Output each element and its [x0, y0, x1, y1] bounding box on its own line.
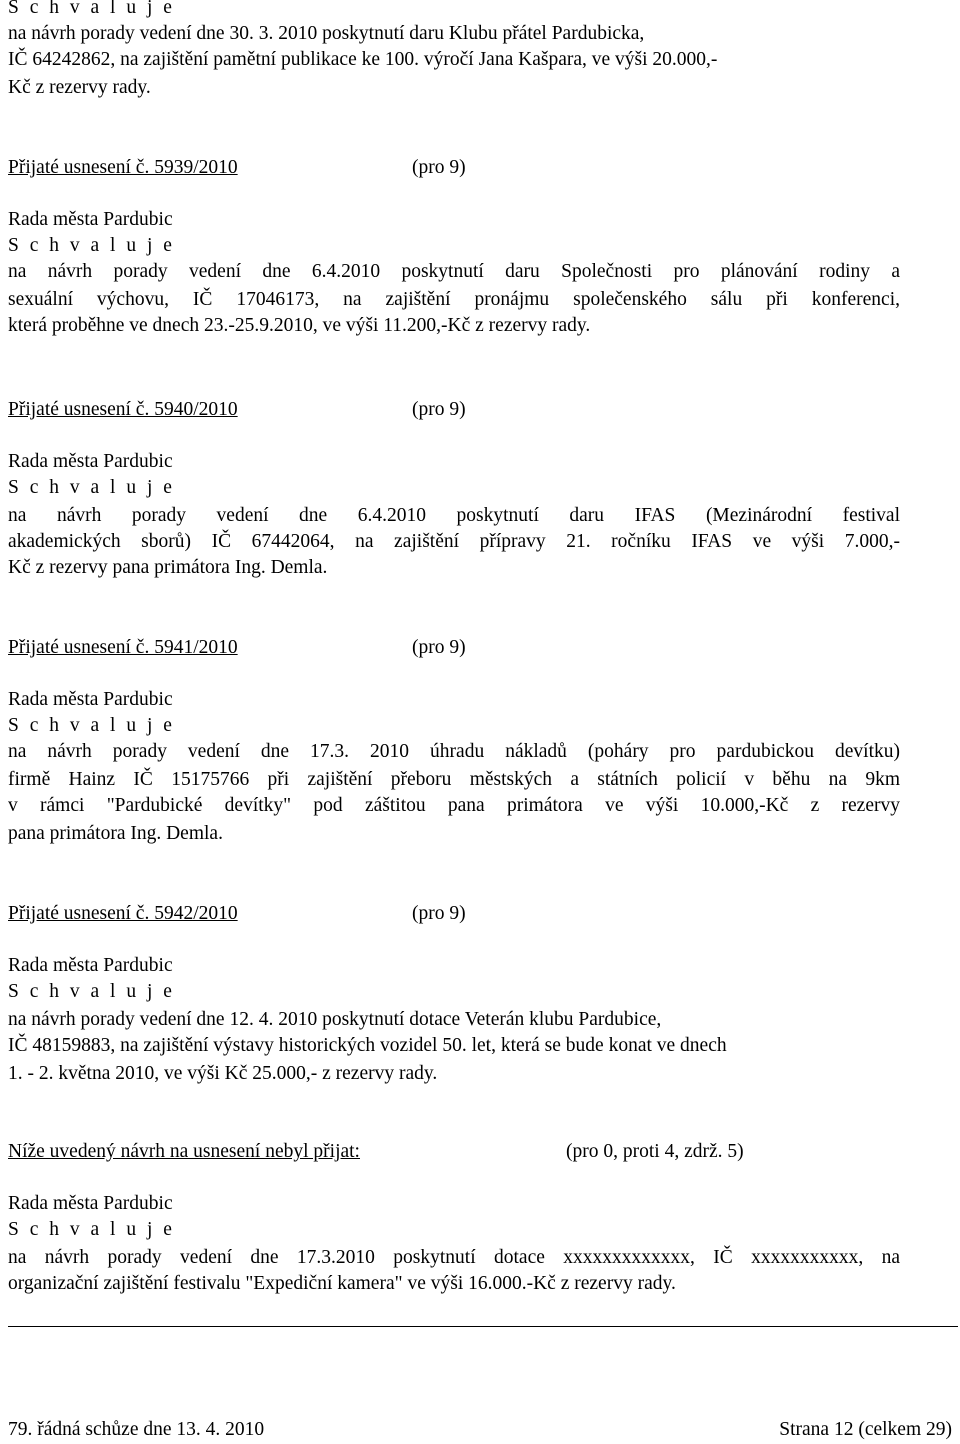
council-name: Rada města Pardubic — [8, 689, 173, 710]
text-line: 1. - 2. května 2010, ve výši Kč 25.000,- z rezervy rady. — [8, 1063, 438, 1084]
text-line: firmě Hainz IČ 15175766 při zajištění přeboru městských a státních policií v běhu na 9km — [8, 769, 900, 790]
approves-heading: S c h v a l u j e — [8, 235, 175, 256]
approves-heading: S c h v a l u j e — [8, 981, 175, 1002]
resolution-title: Přijaté usnesení č. 5942/2010 — [8, 903, 238, 924]
text-line: akademických sborů) IČ 67442064, na zajištění přípravy 21. ročníku IFAS ve výši 7.000,- — [8, 531, 900, 552]
vote-count: (pro 9) — [412, 903, 466, 924]
approves-heading: S c h v a l u j e — [8, 477, 175, 498]
text-line: v rámci "Pardubické devítky" pod záštitou pana primátora ve výši 10.000,-Kč z rezervy — [8, 795, 900, 816]
resolution-title: Přijaté usnesení č. 5941/2010 — [8, 637, 238, 658]
text-line: sexuální výchovu, IČ 17046173, na zajištění pronájmu společenského sálu při konferenci, — [8, 289, 900, 310]
text-line: Kč z rezervy pana primátora Ing. Demla. — [8, 557, 328, 578]
text-line: která proběhne ve dnech 23.-25.9.2010, ve výši 11.200,-Kč z rezervy rady. — [8, 315, 591, 336]
footer-meeting: 79. řádná schůze dne 13. 4. 2010 — [8, 1419, 265, 1440]
approves-heading: S c h v a l u j e — [8, 715, 175, 736]
text-line: na návrh porady vedení dne 6.4.2010 poskytnutí daru Společnosti pro plánování rodiny a — [8, 261, 900, 282]
text-line: organizační zajištění festivalu "Expediční kamera" ve výši 16.000.-Kč z rezervy rady. — [8, 1273, 676, 1294]
vote-count: (pro 9) — [412, 637, 466, 658]
council-name: Rada města Pardubic — [8, 1193, 173, 1214]
text-line: na návrh porady vedení dne 6.4.2010 poskytnutí daru IFAS (Mezinárodní festival — [8, 505, 900, 526]
footer-page-number: Strana 12 (celkem 29) — [779, 1419, 952, 1440]
vote-count: (pro 9) — [412, 399, 466, 420]
rejected-title: Níže uvedený návrh na usnesení nebyl přijat: — [8, 1141, 360, 1162]
footer-divider — [8, 1326, 958, 1327]
vote-count: (pro 9) — [412, 157, 466, 178]
text-line: Kč z rezervy rady. — [8, 77, 151, 98]
text-line: pana primátora Ing. Demla. — [8, 823, 223, 844]
approves-heading: S c h v a l u j e — [8, 1219, 175, 1240]
vote-count: (pro 0, proti 4, zdrž. 5) — [566, 1141, 744, 1162]
text-line: IČ 48159883, na zajištění výstavy historických vozidel 50. let, která se bude konat ve dnech — [8, 1035, 727, 1056]
council-name: Rada města Pardubic — [8, 955, 173, 976]
council-name: Rada města Pardubic — [8, 451, 173, 472]
text-line: na návrh porady vedení dne 17.3. 2010 úhradu nákladů (poháry pro pardubickou devítku) — [8, 741, 900, 762]
text-line: na návrh porady vedení dne 12. 4. 2010 poskytnutí dotace Veterán klubu Pardubice, — [8, 1009, 662, 1030]
resolution-title: Přijaté usnesení č. 5940/2010 — [8, 399, 238, 420]
text-line: na návrh porady vedení dne 30. 3. 2010 poskytnutí daru Klubu přátel Pardubicka, — [8, 23, 645, 44]
resolution-title: Přijaté usnesení č. 5939/2010 — [8, 157, 238, 178]
text-line: na návrh porady vedení dne 17.3.2010 poskytnutí dotace xxxxxxxxxxxxx, IČ xxxxxxxxxxx, na — [8, 1247, 900, 1268]
council-name: Rada města Pardubic — [8, 209, 173, 230]
text-line: IČ 64242862, na zajištění pamětní publikace ke 100. výročí Jana Kašpara, ve výši 20.000,- — [8, 49, 718, 70]
approves-heading: S c h v a l u j e — [8, 0, 175, 18]
